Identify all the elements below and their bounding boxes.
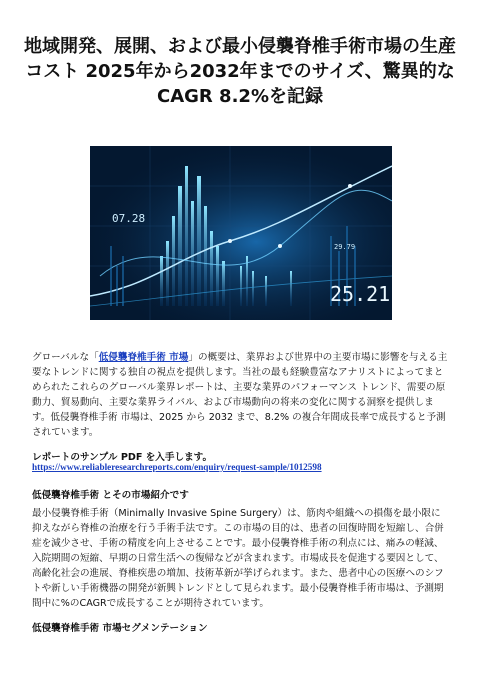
market-intro-heading: 低侵襲脊椎手術 とその市場紹介です	[32, 490, 189, 501]
finance-chart-illustration	[90, 146, 392, 320]
intro-rest: 」の概要は、業界および世界中の主要市場に影響を与える主要なトレンドに関する独自の視点を提供します。当社の最も経験豊富なアナリストによってまとめられたこれらのグローバル業界レポートは、主要な業界のパフォーマンス トレンド、需要の原動力、貿易動向、主要な業界ライバル、および市場動向の将来の変化に関する洞察を提供します。低侵襲脊椎手術 市場は、2025 から 2032 まで、8.2% の複合年間成長率で成長すると予測されています。	[32, 352, 448, 438]
intro-paragraph	[32, 350, 450, 440]
overlay-number-1: 07.28	[112, 212, 146, 225]
market-link[interactable]: 低侵襲脊椎手術 市場	[98, 352, 189, 363]
market-intro-paragraph: 最小侵襲脊椎手術（Minimally Invasive Spine Surgery）は、筋肉や組織への損傷を最小限に抑えながら脊椎の治療を行う手術手法です。この市場の目的は、患者の回復時間を短縮し、合併症を減少させ、手術の精度を向上させることです。最小侵襲脊椎手術の利点には、痛みの軽減、入院期間の短縮、早期の日常生活への復帰などが含まれます。市場成長を促進する要因として、高齢化社会の進展、脊椎疾患の増加、技術革新が挙げられます。また、患者中心の医療へのシフトや新しい手術機器の開発が新興トレンドとして見られます。最小侵襲脊椎手術市場は、予測期間中に%のCAGRで成長することが期待されています。	[32, 508, 444, 609]
hero-image	[90, 146, 392, 320]
segmentation-heading: 低侵襲脊椎手術 市場セグメンテーション	[32, 623, 208, 634]
overlay-number-2: 29.79	[334, 243, 356, 251]
document-title: 地域開発、展開、および最小侵襲脊椎手術市場の生産コスト 2025年から2032年までのサイズ、驚異的なCAGR 8.2%を記録	[24, 36, 456, 107]
intro-lead: グローバルな「	[32, 352, 99, 363]
sample-request-link[interactable]: https://www.reliableresearchreports.com/enquiry/request-sample/1012598	[32, 462, 322, 472]
sample-pdf-label: レポートのサンプル PDF を入手します。	[32, 452, 213, 463]
overlay-number-3: 25.21	[330, 282, 391, 306]
